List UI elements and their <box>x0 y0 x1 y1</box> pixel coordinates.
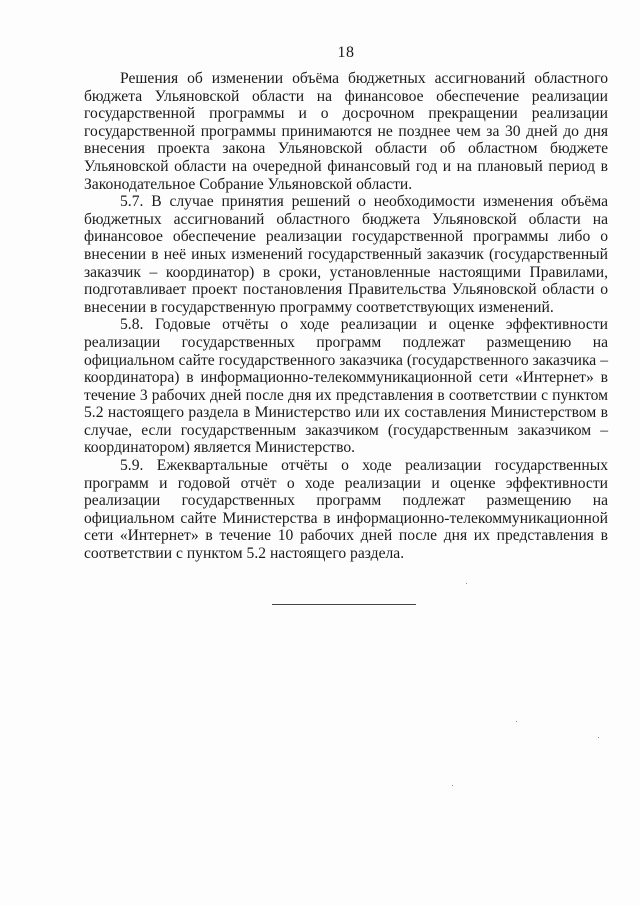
paragraph-5-8: 5.8. Годовые отчёты о ходе реализации и оценке эффективности реализации государственных программ подлежат размещению на официальном сайте государственного заказчика (государственного заказчика – координатора) в информационно-телекоммуникационной сети «Интернет» в течение 3 рабочих дней после дня их представления в соответствии с пунктом 5.2 настоящего раздела в Министерство или их составления Министерством в случае, если государственным заказчиком (государственным заказчиком – координатором) является Министерство. <box>84 316 608 457</box>
page-number: 18 <box>337 44 355 61</box>
scan-speck <box>452 785 453 786</box>
paragraph-5-9: 5.9. Ежеквартальные отчёты о ходе реализации государственных программ и годовой отчёт о ходе реализации и оценке эффективности реализации государственных программ подлежат размещению на официальном сайте Министерства в информационно-телекоммуникационной сети «Интернет» в течение 10 рабочих дней после дня их представления в соответствии с пунктом 5.2 настоящего раздела. <box>84 457 608 563</box>
scan-speck <box>466 583 467 584</box>
document-body <box>84 70 608 563</box>
paragraph-5-7: 5.7. В случае принятия решений о необходимости изменения объёма бюджетных ассигнований областного бюджета Ульяновской области на финансовое обеспечение реализации государственной программы либо о внесении в неё иных изменений государственный заказчик (государственный заказчик – координатор) в сроки, установленные настоящими Правилами, подготавливает проект постановления Правительства Ульяновской области о внесении в государственную программу соответствующих изменений. <box>84 193 608 316</box>
paragraph-budget-changes: Решения об изменении объёма бюджетных ассигнований областного бюджета Ульяновской области на финансовое обеспечение реализации государственной программы и о досрочном прекращении реализации государственной программы принимаются не позднее чем за 30 дней до дня внесения проекта закона Ульяновской области об областном бюджете Ульяновской области на очередной финансовый год и на плановый период в Законодательное Собрание Ульяновской области. <box>84 70 608 193</box>
end-divider-line <box>272 604 416 605</box>
scan-speck <box>516 721 517 722</box>
scan-speck <box>598 737 599 738</box>
